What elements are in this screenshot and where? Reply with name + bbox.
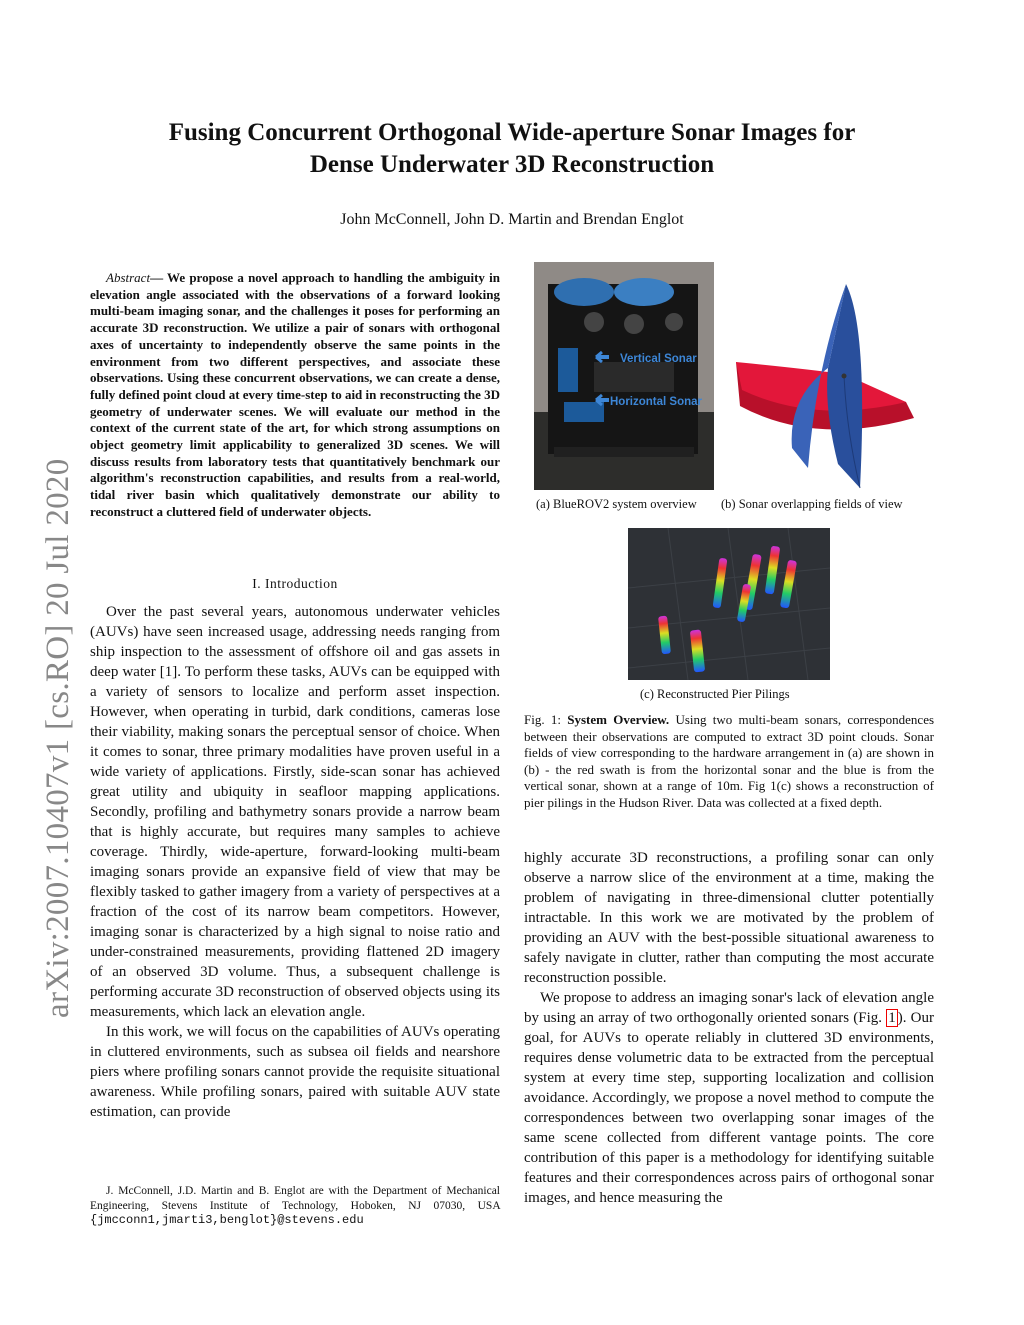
figure-1-caption	[524, 712, 934, 811]
title-line-1: Fusing Concurrent Orthogonal Wide-aperture Sonar Images for	[168, 119, 856, 146]
label-vertical-sonar: Vertical Sonar	[620, 353, 697, 365]
abstract	[90, 270, 500, 521]
intro-body	[90, 602, 500, 1122]
figure-b-fields-of-view	[728, 268, 914, 490]
footnote	[90, 1184, 500, 1228]
label-horizontal-sonar: Horizontal Sonar	[610, 396, 703, 408]
abstract-dash: —	[150, 270, 168, 285]
fov-svg	[728, 268, 914, 490]
intro-paragraph-1: Over the past several years, autonomous underwater vehicles (AUVs) have seen increased usage, addressing needs ranging from ship inspection to the assessment of offshore oil and gas assets in deep water [1]. To perform these tasks, AUVs can be equipped with a variety of sensors to localize and perform asset inspection. However, when operating in turbid, dark conditions, cameras lose their viability, making sonars the perceptual sensor of choice. When it comes to sonar, three primary modalities have proven useful in a wide variety of applications. Firstly, side-scan sonar has achieved great utility and ubiquity in seafloor mapping applications. Secondly, profiling and bathymetry sonars provide a narrow beam that is highly accurate, but requires many samples to achieve coverage. Thirdly, wide-aperture, forward-looking multi-beam imaging sonars provide an expansive field of view that may be flexibly tasked to gather imagery from a variety of perspectives at a fraction of the cost of its narrow beam competitors. However, imaging sonar is characterized by a high signal to noise ratio and under-constrained measurements, providing flattened 2D imagery of an observed 3D volume. Thus, a subsequent challenge is performing accurate 3D reconstruction of observed objects using its measurements, which lack an elevation angle.	[90, 604, 500, 1020]
figure-a-rov-photo	[534, 262, 714, 490]
caption-c: (c) Reconstructed Pier Pilings	[640, 687, 790, 701]
abstract-text: We propose a novel approach to handling the ambiguity in elevation angle associated with the observations of a forward looking multi-beam imaging sonar, and the challenges it poses for performing an accurate 3D reconstruction. We utilize a pair of sonars with orthogonal axes of uncertainty to independently observe the same points in the environment from two different perspectives, and associate these observations. Using these concurrent observations, we can create a dense, fully defined point cloud at every time-step to aid in reconstructing the 3D geometry of underwater scenes. We will evaluate our method in the context of the current state of the art, for which strong assumptions on object geometry limit applicability to generalized 3D scenes. We will discuss results from laboratory tests that quantitatively benchmark our algorithm's reconstruction capabilities, and results from a real-world, tidal river basin which qualitatively demonstrate our ability to reconstruct a cluttered field of underwater objects.	[90, 270, 500, 519]
caption-a: (a) BlueROV2 system overview	[536, 497, 697, 511]
fig-caption-bold: System Overview.	[567, 712, 670, 727]
fig-caption-prefix: Fig. 1:	[524, 712, 561, 727]
figure-c-point-cloud	[628, 528, 830, 680]
figure-ref-link[interactable]: 1	[888, 1010, 896, 1026]
fig-caption-text: Using two multi-beam sonars, correspondences between their observations are computed to extract 3D point clouds. Sonar fields of view corresponding to the hardware arrangement in (a) are shown in (b) - the red swath is from the horizontal sonar and the blue is from the vertical sonar, shown at a range of 10m. Fig 1(c) shows a reconstruction of pier pilings in the Hudson River. Data was collected at a fixed depth.	[524, 712, 935, 810]
right-column-body	[524, 848, 934, 1208]
right-paragraph-2-rest: ). Our goal, for AUVs to operate reliably in cluttered 3D environments, requires dense volumetric data to be extracted from the perceptual system at every time step, supporting localization and collision avoidance. Accordingly, we propose a novel method to compute the correspondences between two overlapping sonar images of the same scene collected from different vantage points. The core contribution of this paper is a methodology for identifying suitable features and their correspondences across pairs of orthogonal sonar images, and hence measuring the	[524, 1010, 934, 1206]
abstract-label: Abstract	[106, 270, 151, 285]
right-paragraph-2-start: We propose to address an imaging sonar's lack of elevation angle by using an array of two orthogonally oriented sonars (Fig.	[524, 990, 934, 1026]
section-heading: I. Introduction	[252, 576, 338, 591]
point-cloud-svg	[628, 528, 830, 680]
paper-title	[100, 117, 924, 181]
title-line-2: Dense Underwater 3D Reconstruction	[309, 151, 715, 178]
arxiv-side-stamp: arXiv:2007.10407v1 [cs.RO] 20 Jul 2020	[40, 458, 76, 1018]
right-paragraph-1: highly accurate 3D reconstructions, a profiling sonar can only observe a narrow slice of the environment at a time, making the problem of navigating in three-dimensional clutter potentially intractable. In this work we are motivated by the problem of providing an AUV with the best-possible situational awareness to safely navigate in clutter, rather than computing the most accurate reconstruction possible.	[524, 850, 934, 986]
authors: John McConnell, John D. Martin and Brendan Englot	[340, 211, 684, 228]
caption-b: (b) Sonar overlapping fields of view	[721, 497, 903, 511]
footnote-text: J. McConnell, J.D. Martin and B. Englot are with the Department of Mechanical Engineering, Stevens Institute of Technology, Hoboken, NJ 07030, USA	[90, 1185, 500, 1212]
right-paragraph-2	[524, 988, 934, 1208]
footnote-email: {jmcconn1,jmarti3,benglot}@stevens.edu	[90, 1213, 364, 1227]
intro-paragraph-2: In this work, we will focus on the capabilities of AUVs operating in cluttered environments, such as subsea oil fields and nearshore piers where profiling sonars cannot provide the requisite situational awareness. While profiling sonars, paired with suitable AUV state estimation, can provide	[90, 1024, 500, 1120]
rov-photo-svg	[534, 262, 714, 490]
